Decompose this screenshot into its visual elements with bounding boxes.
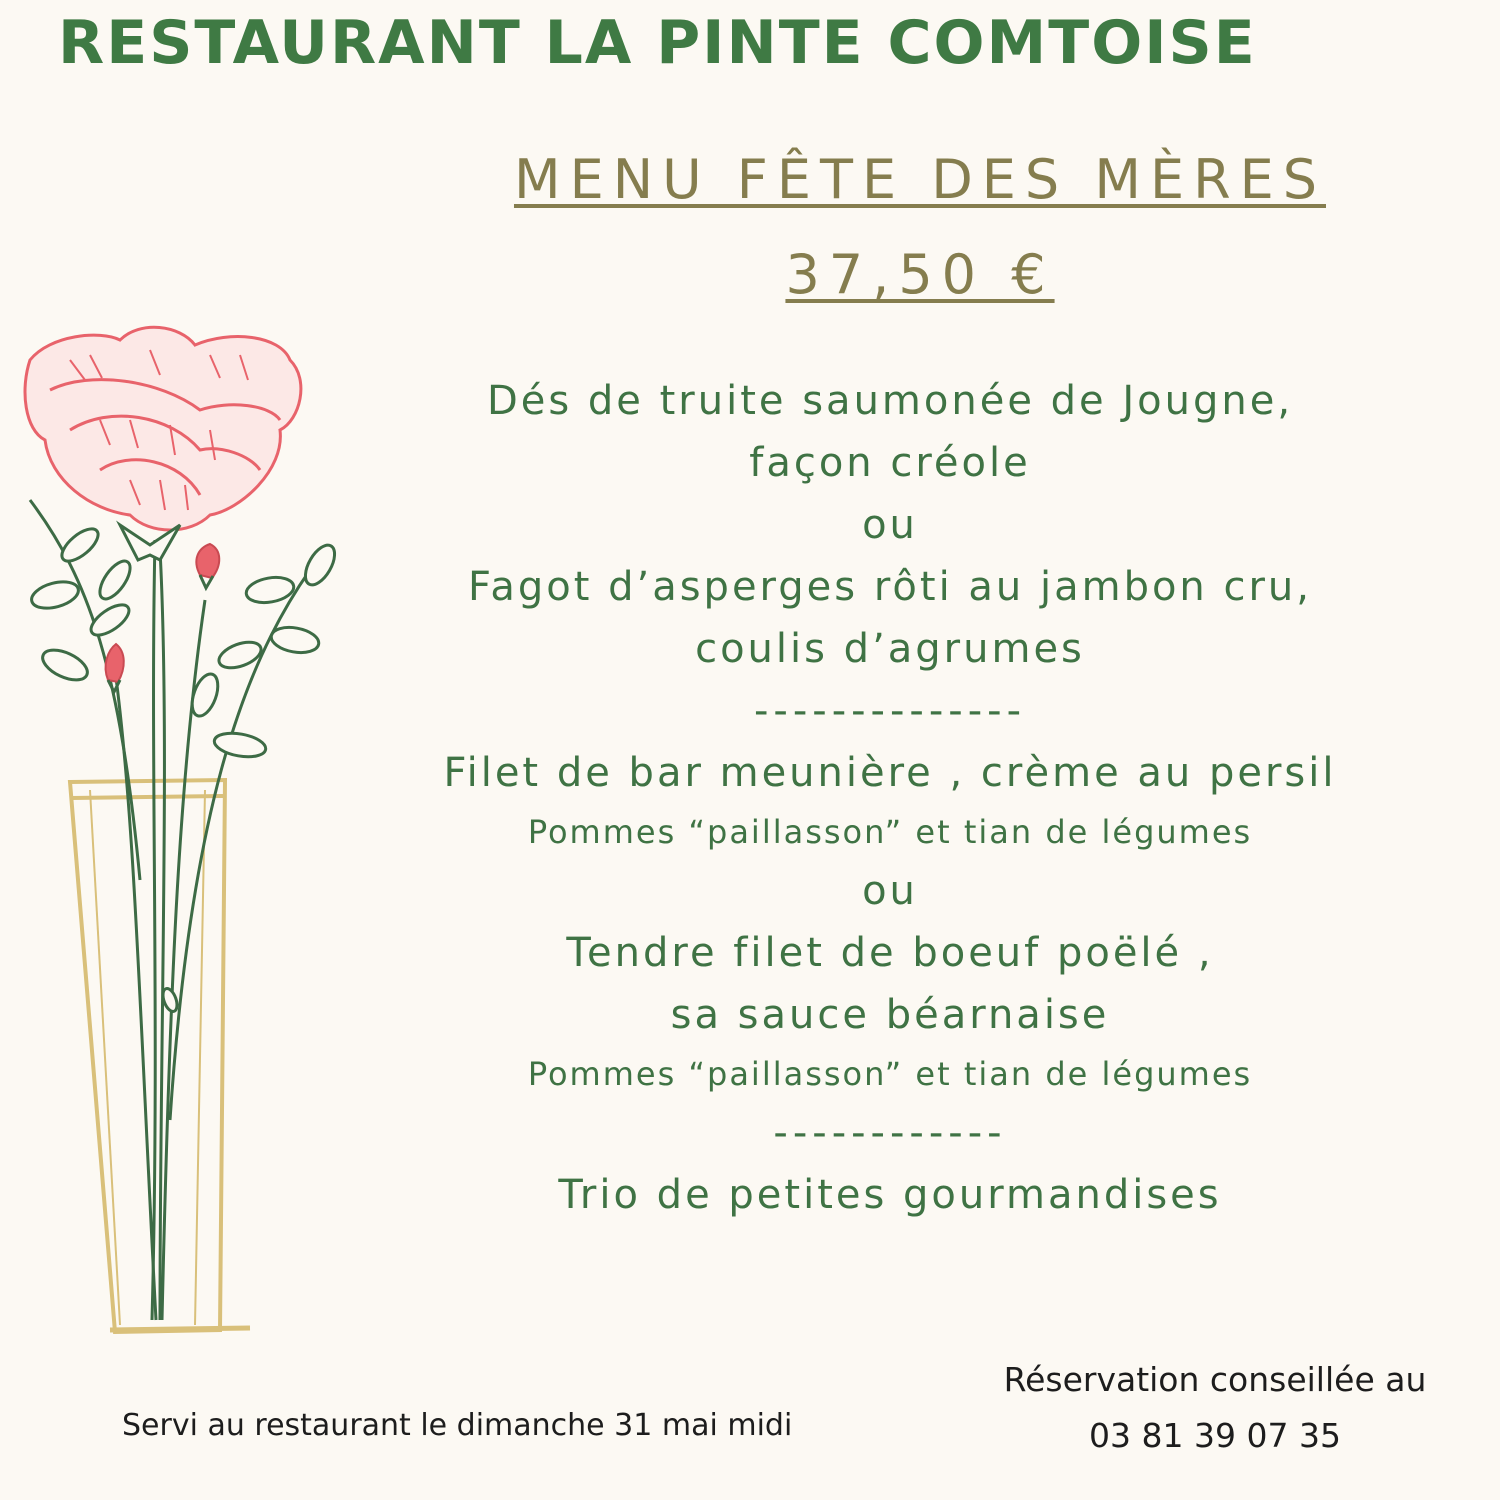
course-side: Pommes “paillasson” et tian de légumes <box>527 813 1253 851</box>
course-line: sa sauce béarnaise <box>670 992 1110 1038</box>
service-info: Servi au restaurant le dimanche 31 mai midi <box>122 1408 793 1443</box>
phone-number[interactable]: 03 81 39 07 35 <box>1089 1416 1341 1455</box>
rose-in-vase-icon <box>10 320 350 1360</box>
menu-price <box>420 245 1420 305</box>
menu-courses <box>380 370 1400 1226</box>
rose-calyx <box>120 525 180 560</box>
restaurant-name: RESTAURANT LA PINTE COMTOISE <box>58 8 1257 78</box>
reservation-label: Réservation conseillée au <box>1003 1360 1427 1399</box>
course-line: ou <box>862 502 918 548</box>
menu-price-text: 37,50 € <box>785 243 1055 306</box>
course-line: Fagot d’asperges rôti au jambon cru, <box>467 564 1312 610</box>
course-line: façon créole <box>749 440 1031 486</box>
menu-title <box>420 150 1420 210</box>
course-line: Tendre filet de boeuf poëlé , <box>566 930 1214 976</box>
course-line: ou <box>862 868 918 914</box>
stems <box>30 500 310 1320</box>
course-line: Trio de petites gourmandises <box>558 1172 1222 1218</box>
course-line: Filet de bar meunière , crème au persil <box>443 750 1337 796</box>
course-separator: -------------- <box>753 688 1027 734</box>
course-line: Dés de truite saumonée de Jougne, <box>486 378 1294 424</box>
course-separator: ------------ <box>773 1110 1007 1156</box>
menu-title-text: MENU FÊTE DES MÈRES <box>513 148 1326 211</box>
course-side: Pommes “paillasson” et tian de légumes <box>527 1055 1253 1093</box>
course-line: coulis d’agrumes <box>695 626 1085 672</box>
reservation-block <box>960 1352 1470 1464</box>
